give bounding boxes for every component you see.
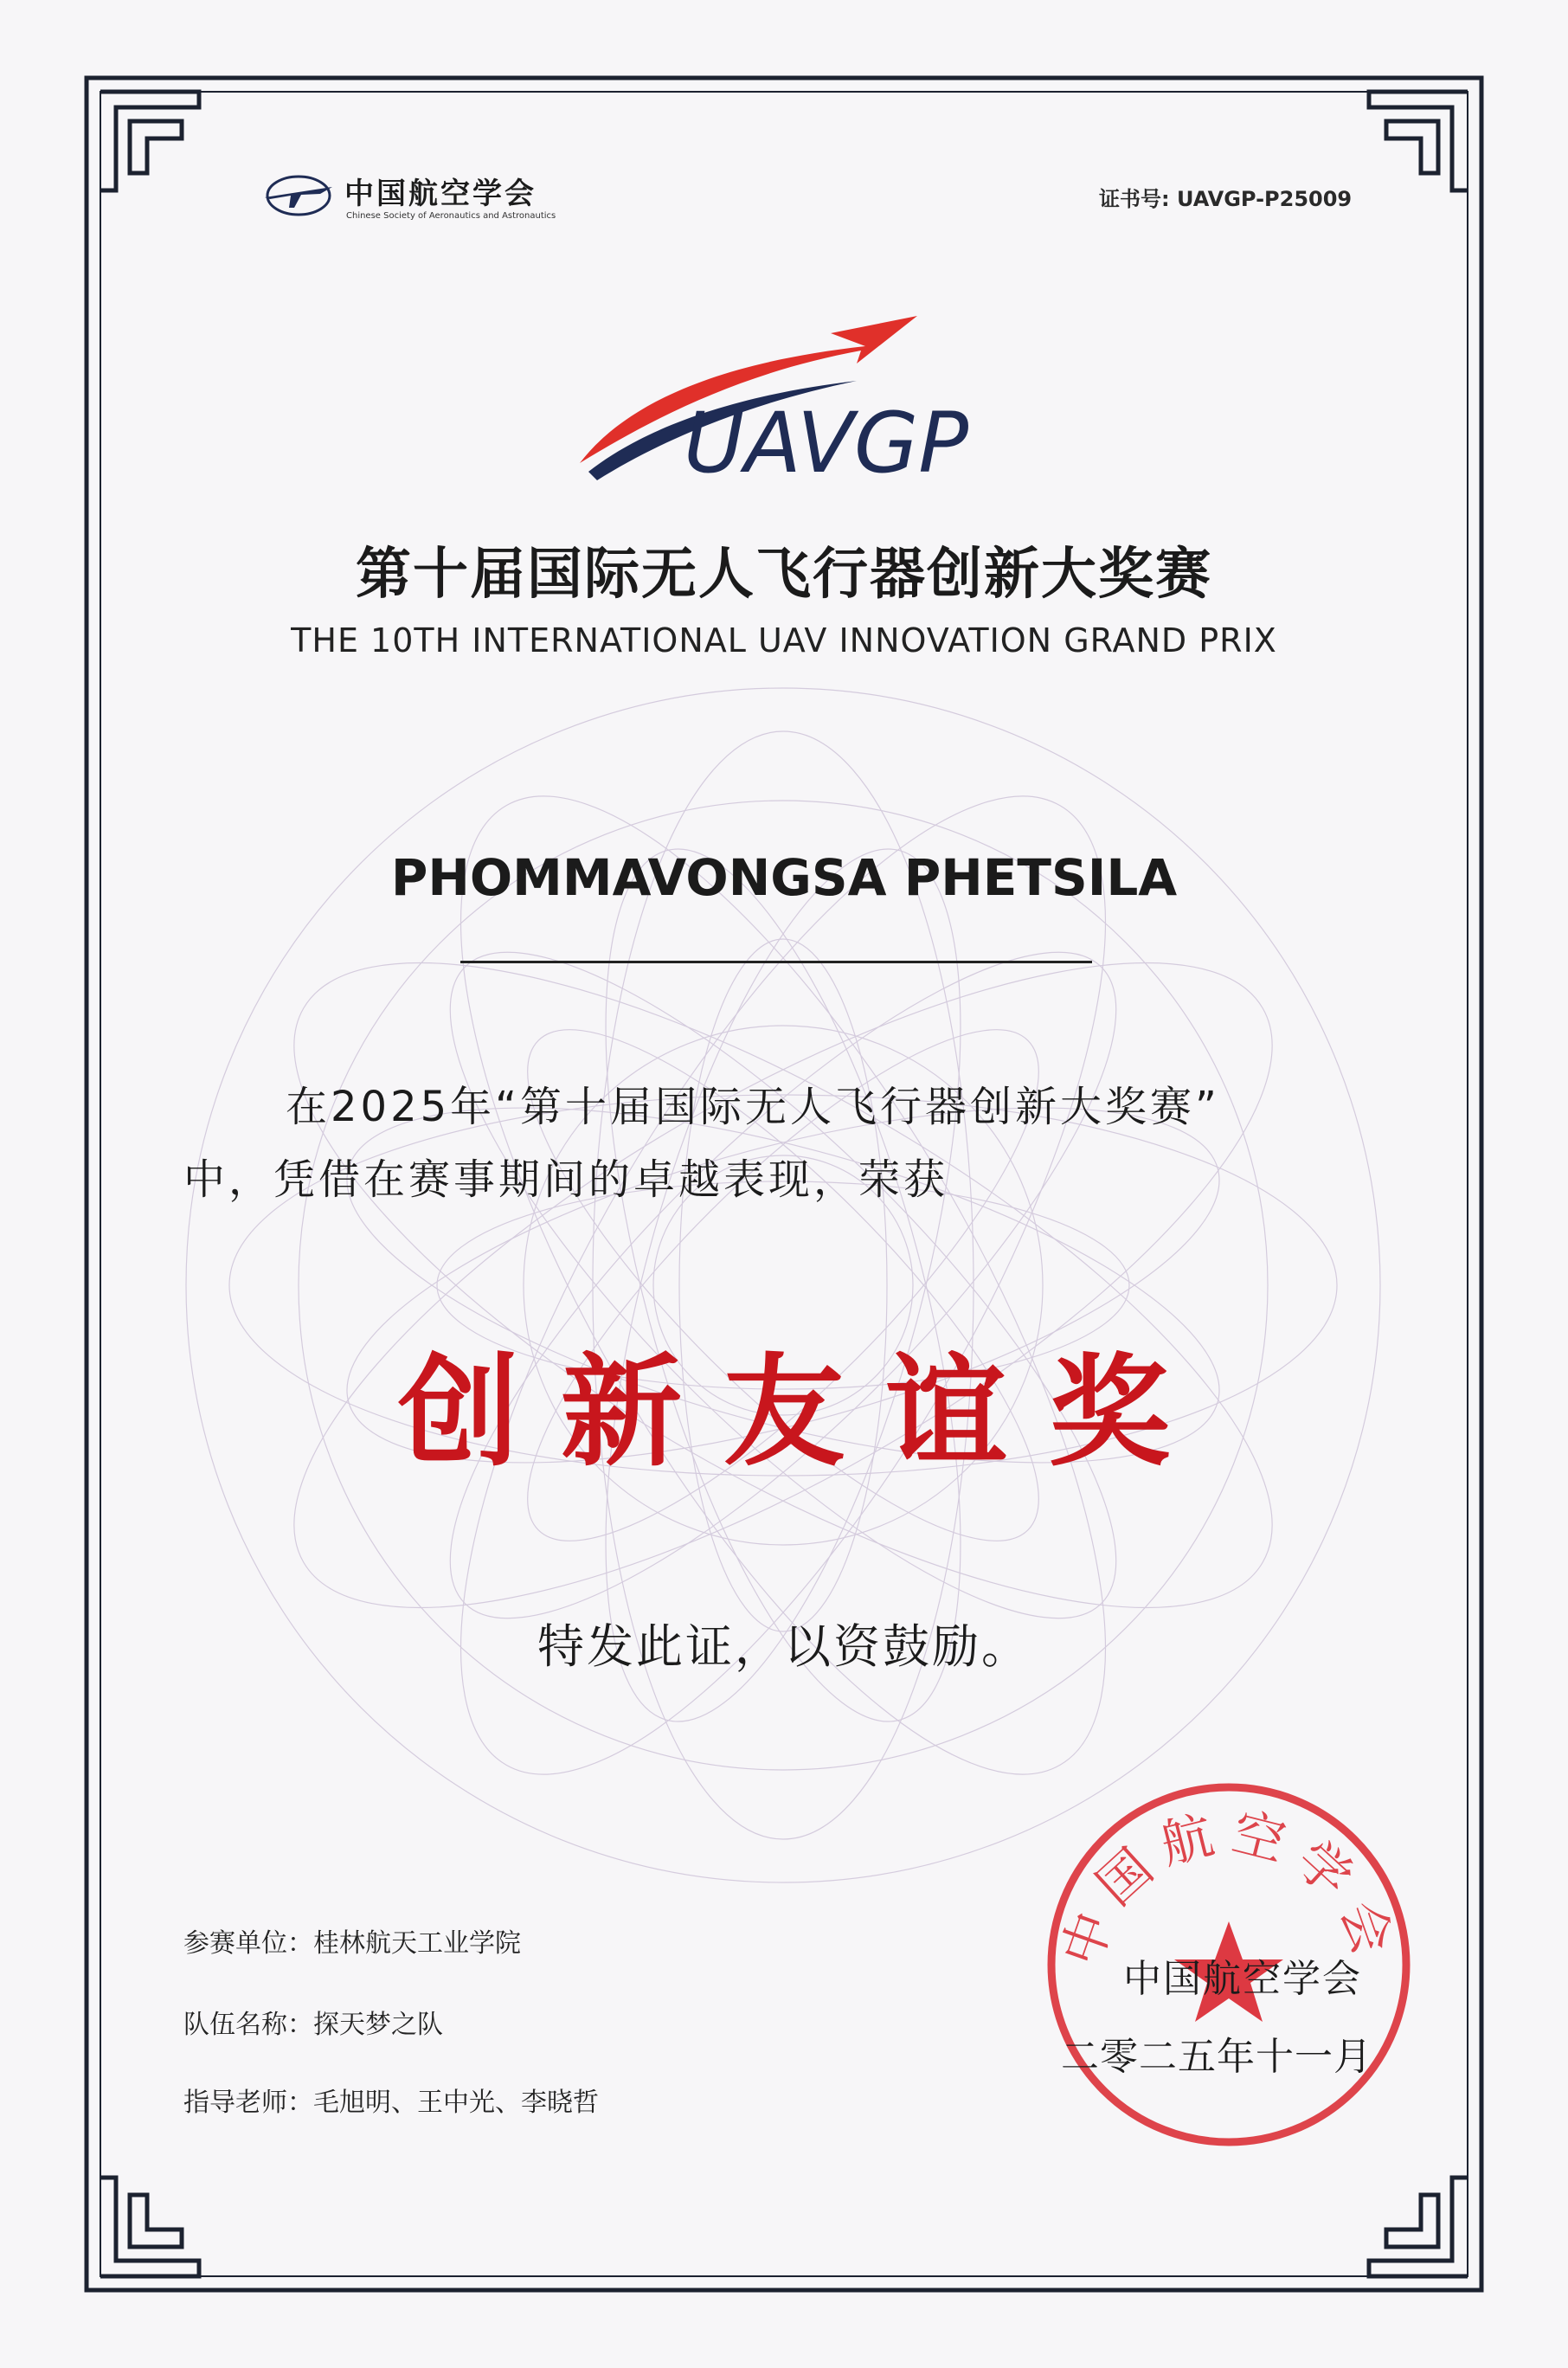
name-underline: [460, 961, 1092, 963]
participating-unit: 参赛单位：桂林航天工业学院: [183, 1928, 521, 1959]
uavgp-logo: [571, 312, 969, 485]
issuer-name: 中国航空学会: [1123, 1957, 1362, 2001]
org-name-en: Chinese Society of Aeronautics and Astronautics: [346, 211, 556, 221]
org-name-cn: 中国航空学会: [344, 177, 537, 211]
closing-text: 特发此证，以资鼓励。: [537, 1619, 1031, 1674]
recipient-name: PHOMMAVONGSA PHETSILA: [390, 848, 1178, 907]
aircraft-emblem-icon: [260, 163, 337, 223]
certificate-number: 证书号: UAVGP-P25009: [1099, 187, 1353, 211]
issue-date: 二零二五年十一月: [1061, 2035, 1372, 2079]
body-text-line-1: 在2025年“第十届国际无人飞行器创新大奖赛”: [286, 1083, 1220, 1131]
uavgp-logo-text: UAVGP: [684, 395, 969, 485]
guilloche-background: [156, 658, 1411, 1913]
event-title-en: THE 10TH INTERNATIONAL UAV INNOVATION GRAND PRIX: [291, 621, 1277, 660]
advisors: 指导老师：毛旭明、王中光、李晓哲: [183, 2088, 599, 2118]
seal-text: 中国航空学会: [1051, 1802, 1407, 1974]
award-title: 创新友谊奖: [397, 1342, 1211, 1483]
team-name: 队伍名称：探天梦之队: [183, 2010, 443, 2040]
event-title-cn: 第十届国际无人飞行器创新大奖赛: [356, 543, 1212, 607]
body-text-line-2: 中，凭借在赛事期间的卓越表现，荣获: [183, 1155, 949, 1204]
